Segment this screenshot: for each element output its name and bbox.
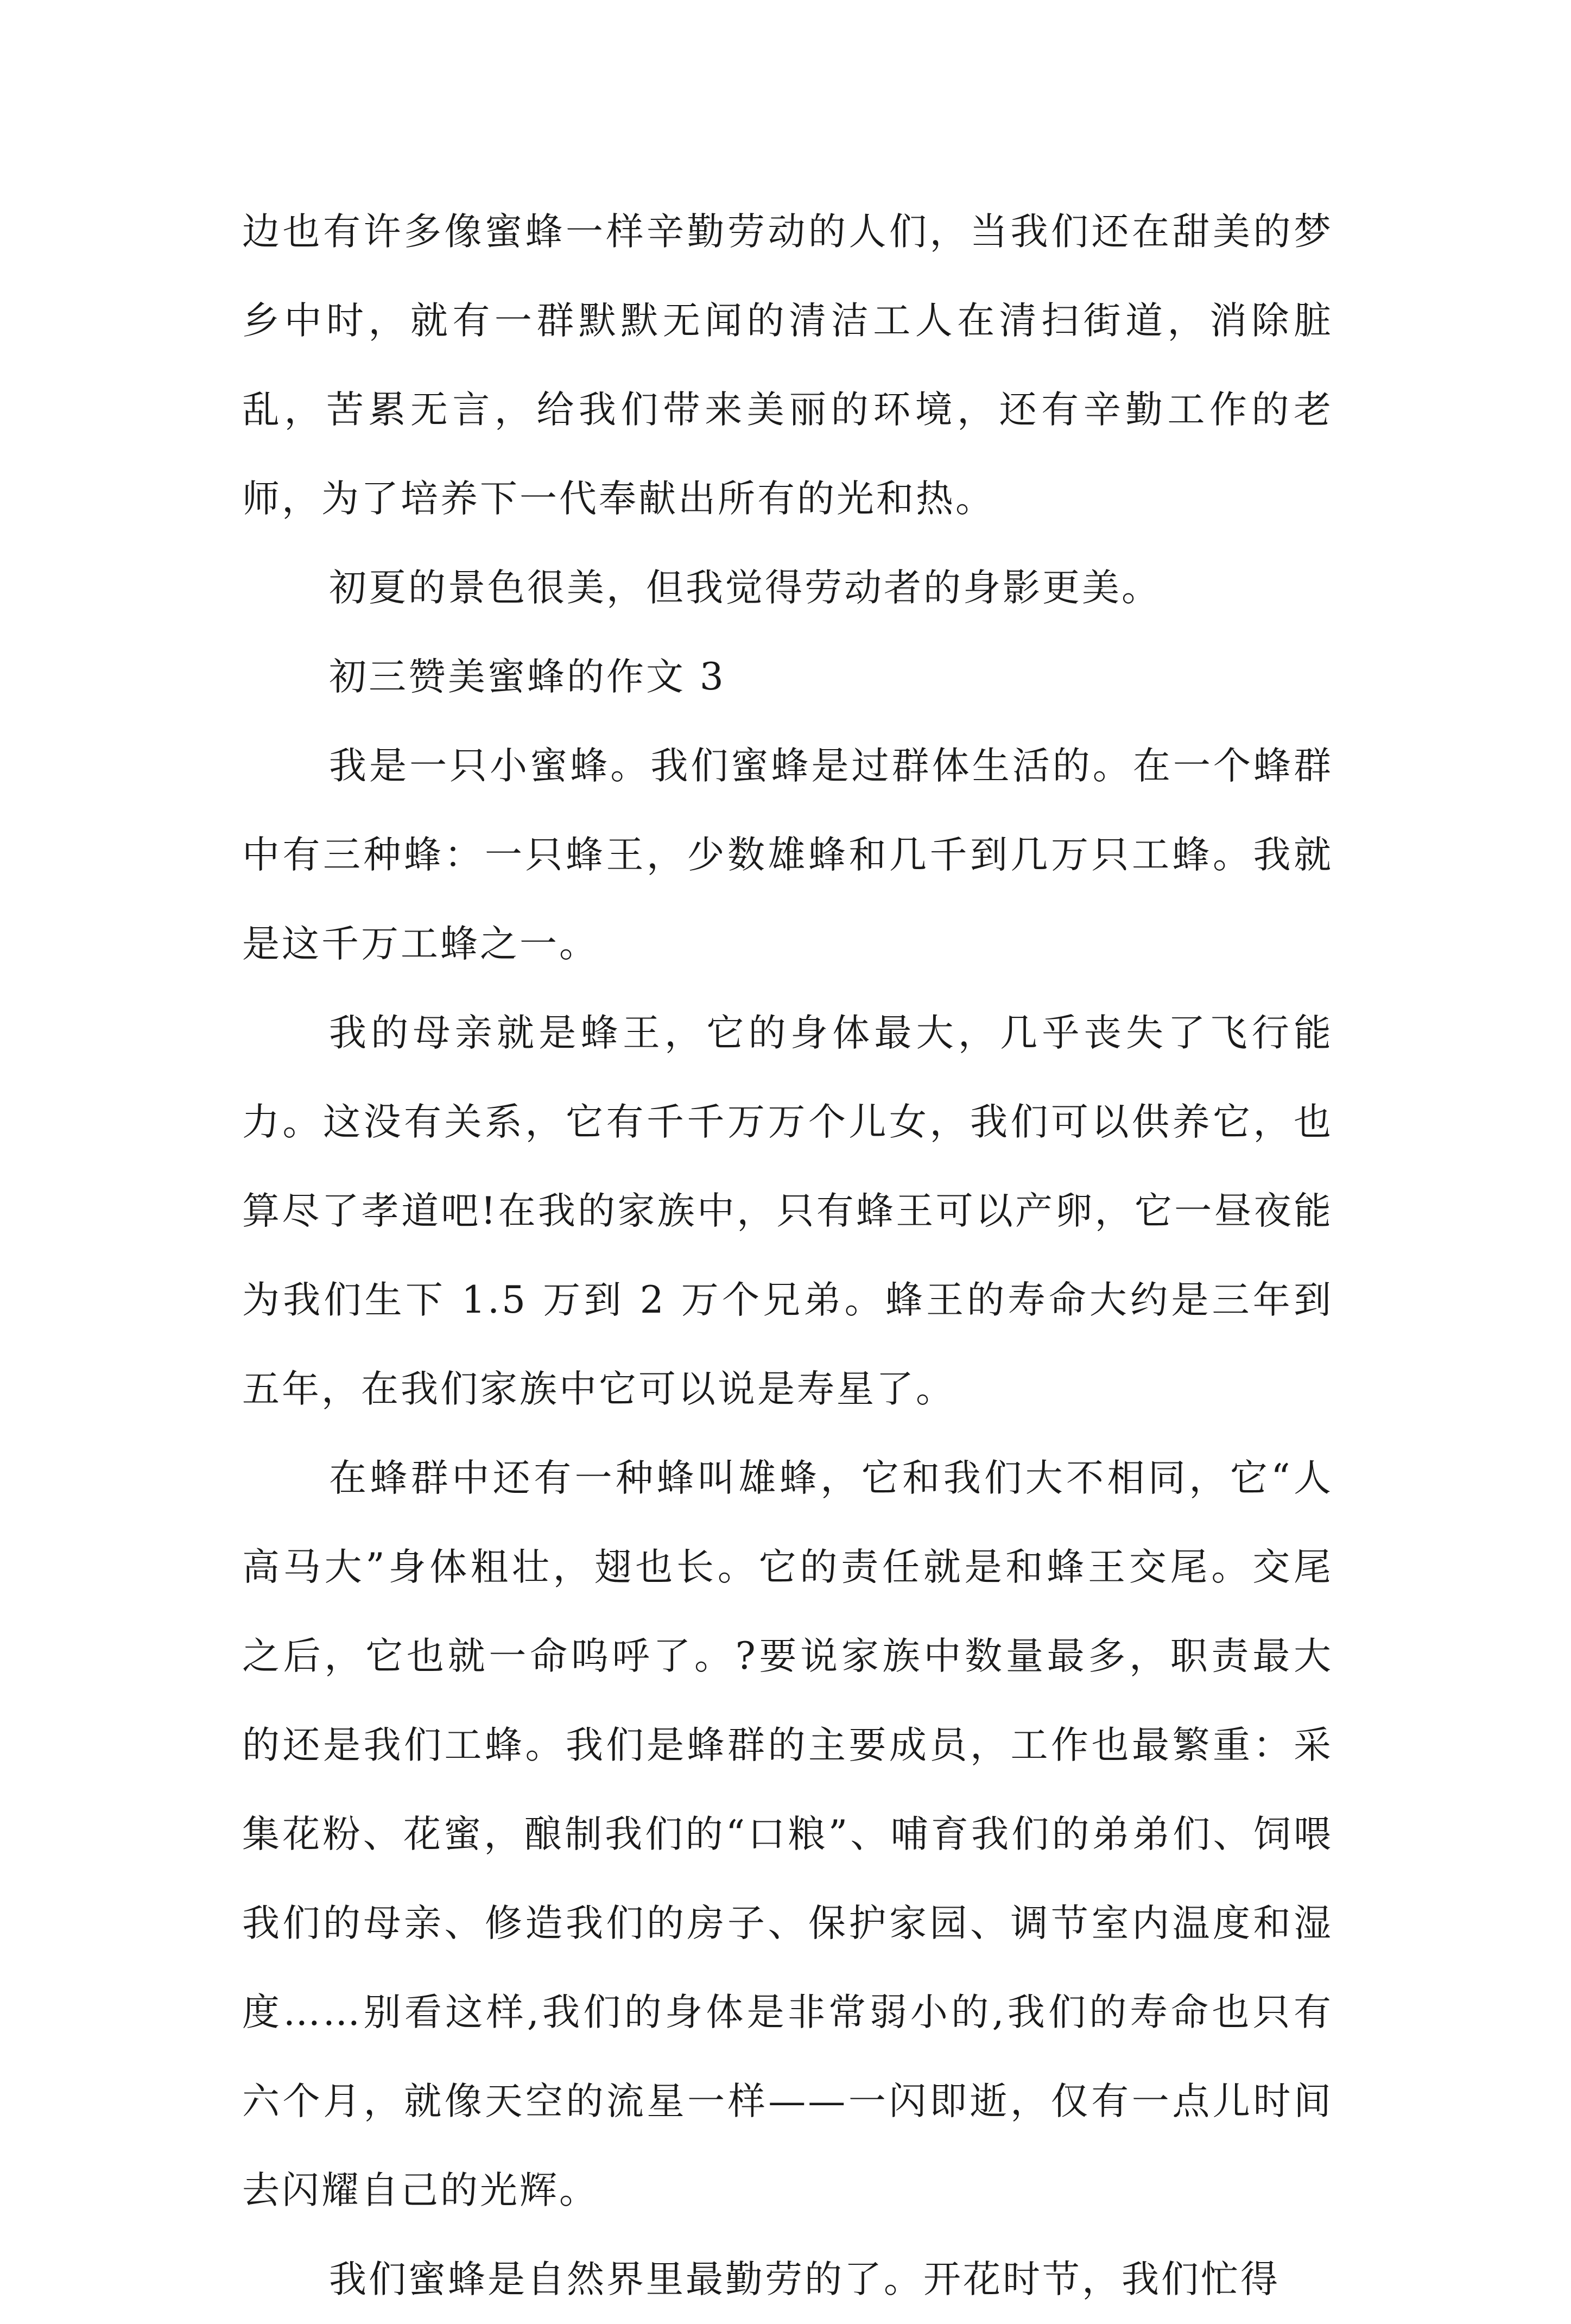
document-body [242, 187, 1333, 2324]
section-heading: 初三赞美蜜蜂的作文 3 [329, 655, 726, 699]
paragraph: 我的母亲就是蜂王，它的身体最大，几乎丧失了飞行能力。这没有关系，它有千千万万个儿女，我们可以供养它，也算尽了孝道吧!在我的家族中，只有蜂王可以产卵，它一昼夜能为我们生下 1.5 万到 2 万个兄弟。蜂王的寿命大约是三年到五年，在我们家族中它可以说是寿星了。 [242, 1011, 1333, 1411]
paragraph: 我们蜜蜂是自然界里最勤劳的了。开花时节，我们忙得 [329, 2258, 1280, 2301]
paragraph: 初夏的景色很美，但我觉得劳动者的身影更美。 [329, 566, 1161, 610]
paragraph: 在蜂群中还有一种蜂叫雄蜂，它和我们大不相同，它“人高马大”身体粗壮，翅也长。它的责任就是和蜂王交尾。交尾之后，它也就一命呜呼了。?要说家族中数量最多，职责最大的还是我们工蜂。我们是蜂群的主要成员，工作也最繁重：采集花粉、花蜜，酿制我们的“口粮”、哺育我们的弟弟们、饲喂我们的母亲、修造我们的房子、保护家园、调节室内温度和湿度……别看这样,我们的身体是非常弱小的,我们的寿命也只有六个月，就像天空的流星一样——一闪即逝，仅有一点儿时间去闪耀自己的光辉。 [242, 1457, 1333, 2212]
paragraph: 边也有许多像蜜蜂一样辛勤劳动的人们，当我们还在甜美的梦乡中时，就有一群默默无闻的清洁工人在清扫街道，消除脏乱，苦累无言，给我们带来美丽的环境，还有辛勤工作的老师，为了培养下一代奉献出所有的光和热。 [242, 210, 1333, 521]
paragraph: 我是一只小蜜蜂。我们蜜蜂是过群体生活的。在一个蜂群中有三种蜂：一只蜂王，少数雄蜂和几千到几万只工蜂。我就是这千万工蜂之一。 [242, 744, 1333, 966]
